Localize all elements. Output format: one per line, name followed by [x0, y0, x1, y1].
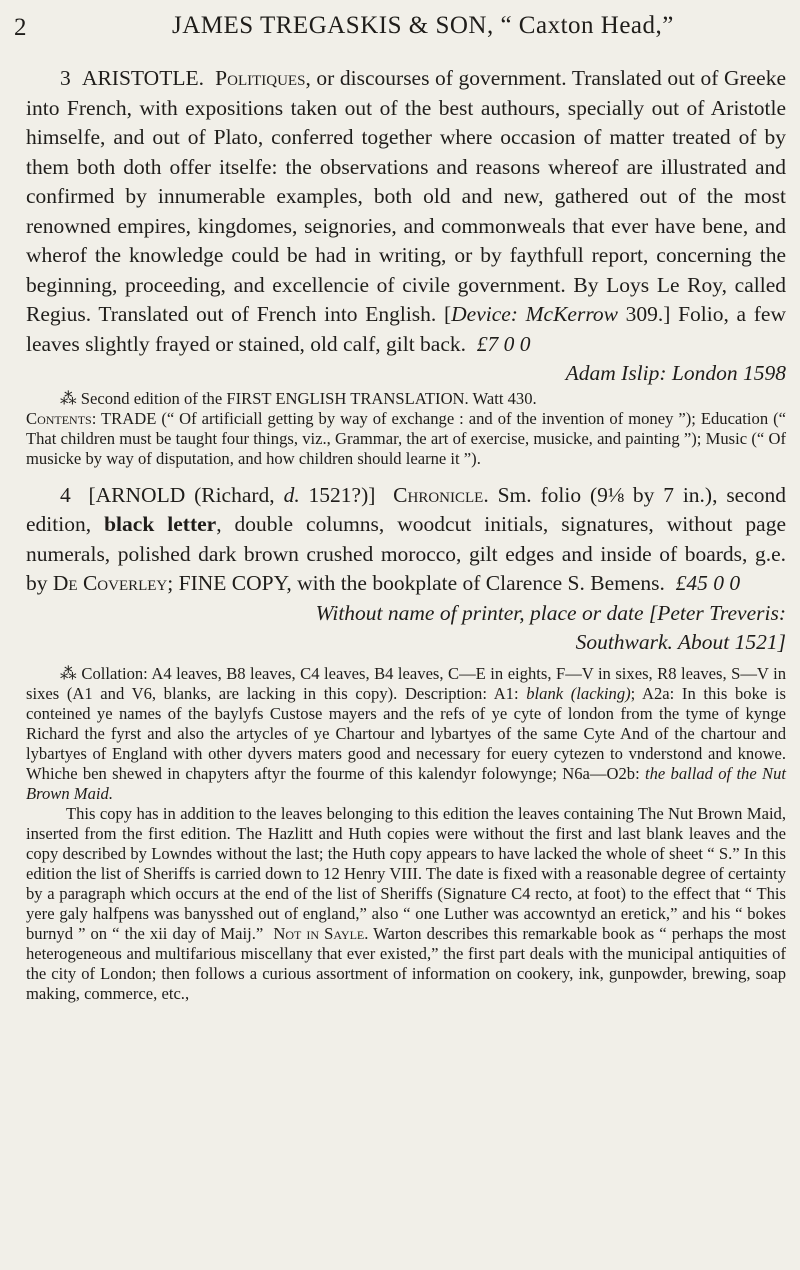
entry-4-number: 4 — [60, 482, 71, 507]
black-letter: black letter — [104, 512, 217, 536]
entry-3-price: £7 0 0 — [476, 331, 531, 356]
page-number: 2 — [14, 14, 27, 41]
page-header — [0, 0, 800, 58]
entry-4-collation: ⁂ Collation: A4 leaves, B8 leaves, C4 leaves, B4 leaves, C—E in eights, F—V in sixes, R8 leaves, S—V in sixes (A1 and V6, blanks, are lacking in this copy). Description: A1: blank (lacking); A2a: In this boke is conteined ye names of the baylyfs Custose mayers and the refs of ye cyte of london from the tyme of kynge Richard the fyrst and also the artycles of ye Chartour and lybartyes of the same Cyte And of the chartour and lybartyes of England with other dyvers maters good and necessary for euery cytezen to vnderstond and knowe. Whiche ben shewed in chapyters aftyr the fourme of this kalendyr folowynge; N6a—O2b: the ballad of the Nut Brown Maid. — [26, 663, 786, 803]
binder: De Coverley; — [52, 571, 174, 595]
entry-3-author: ARISTOTLE. — [81, 66, 204, 90]
entry-3-title: Politiques — [215, 66, 306, 90]
entry-4-author: [ARNOLD (Richard, — [88, 482, 275, 507]
running-title: JAMES TREGASKIS & SON, “ Caxton Head,” — [172, 12, 674, 39]
entry-3-number: 3 — [60, 66, 71, 90]
entry-3-imprint: Adam Islip: London 1598 — [565, 361, 786, 385]
entry-3-device: Device: McKerrow — [451, 302, 618, 326]
entry-3-note: ⁂ Second edition of the FIRST ENGLISH TRANSLATION. Watt 430. Contents: TRADE (“ Of artificiall getting by way of exchange : and of the invention of money ”); Education (“ That children must be taught four things, viz., Grammar, the art of exercise, musicke, and painting ”); Music (“ Of musicke by way of disputation, and how children should learne it ”). — [26, 388, 786, 468]
entry-4-note: This copy has in addition to the leaves belonging to this edition the leaves containing The Nut Brown Maid, inserted from the first edition. The Hazlitt and Huth copies were without the first and last blank leaves and the copy described by Lowndes without the last; the Huth copy appears to have lacked the whole of sheet “ S.” In this edition the list of Sheriffs is carried down to 12 Henry VIII. The date is fixed with a reasonable degree of certainty by a paragraph which occurs at the end of the list of Sheriffs (Signature C4 recto, at foot) to the effect that “ This yere galy halfpens was banysshed out of england,” also “ one Luther was accowntyd an eretick,” and his “ bokes burnyd ” on “ the xii day of Maij.” Not in Sayle. Warton describes this remarkable book as “ perhaps the most heterogeneous and multifarious miscellany that ever existed,” the first part deals with the municipal antiquities of the city of London; then follows a curious assortment of information on cookery, ink, gunpowder, brewing, soap making, commerce, etc., — [26, 803, 786, 1003]
page-body — [26, 64, 786, 1004]
entry-4-price: £45 0 0 — [675, 571, 741, 595]
entry-4-description: 4 [ARNOLD (Richard, d. 1521?)] Chronicle. Sm. folio (9⅛ by 7 in.), second edition, black letter, double columns, woodcut initials, signatures, without page numerals, polished dark brown crushed morocco, gilt edges and inside of boards, g.e. by De Coverley; FINE COPY, with the bookplate of Clarence S. Bemens. £45 0 0 — [26, 482, 787, 595]
entry-4-imprint-1: Without name of printer, place or date [Peter Treveris: — [315, 600, 786, 625]
entry-4-title: Chronicle. — [393, 482, 489, 507]
not-in-sayle: Not in Sayle. — [273, 923, 369, 943]
entry-4-imprint-2: Southwark. About 1521] — [575, 630, 786, 654]
entry-3-contents-label: Contents — [26, 408, 92, 428]
entry-3-description: 3 ARISTOTLE. Politiques, or discourses of government. Translated out of Greeke into French, with expositions taken out of the best authours, specially out of Aristotle himselfe, and out of Plato, conferred together where occasion of matter treated of by them both doth offer itselfe: the observations and reasons whereof are illustrated and confirmed by innumerable examples, both old and new, gathered out of the most renowned empires, kingdomes, seignories, and commonweals that ever have bene, and wherof the knowledge could be had in writing, or by faythfull report, concerning the beginning, proceeding, and excellencie of civile government. By Loys Le Roy, called Regius. Translated out of French into English. [Device: McKerrow 309.] Folio, a few leaves slightly frayed or stained, old calf, gilt back. £7 0 0 — [26, 66, 787, 356]
